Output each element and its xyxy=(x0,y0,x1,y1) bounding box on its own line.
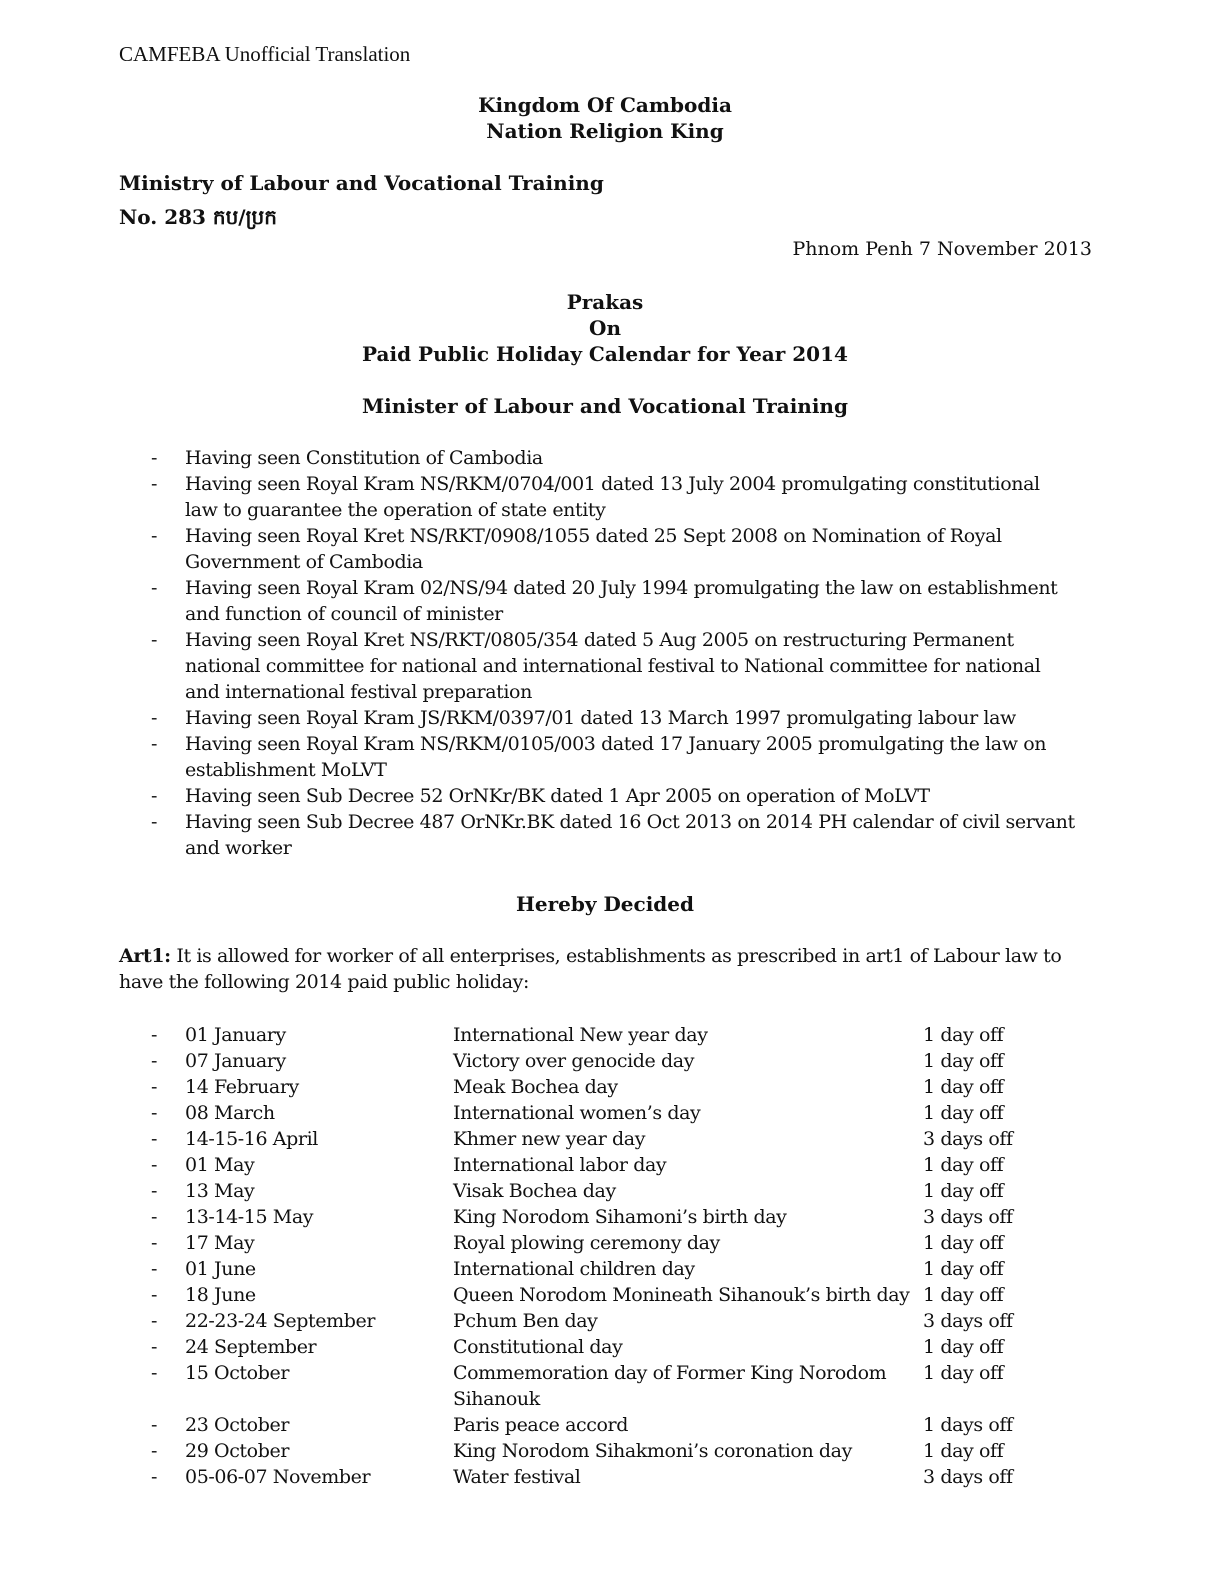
holiday-bullet: - xyxy=(151,1024,158,1046)
holiday-bullet: - xyxy=(151,1206,158,1228)
holiday-days-off: 1 day off xyxy=(923,1440,1004,1462)
holiday-date: 22-23-24 September xyxy=(185,1310,376,1332)
holiday-name: International labor day xyxy=(453,1154,667,1176)
consideration-bullet: - xyxy=(151,733,158,755)
prakas-on: On xyxy=(589,316,621,340)
holiday-days-off: 1 day off xyxy=(923,1258,1004,1280)
holiday-days-off: 1 day off xyxy=(923,1050,1004,1072)
consideration-bullet: - xyxy=(151,577,158,599)
consideration-bullet: - xyxy=(151,707,158,729)
holiday-bullet: - xyxy=(151,1076,158,1098)
holiday-name: International women’s day xyxy=(453,1102,701,1124)
article-1-text xyxy=(119,945,1061,967)
holiday-name: King Norodom Sihakmoni’s coronation day xyxy=(453,1440,852,1462)
holiday-date: 29 October xyxy=(185,1440,289,1462)
holiday-date: 01 January xyxy=(185,1024,286,1046)
holiday-date: 01 May xyxy=(185,1154,255,1176)
holiday-bullet: - xyxy=(151,1128,158,1150)
consideration-item: and function of council of minister xyxy=(185,603,503,625)
holiday-days-off: 1 day off xyxy=(923,1102,1004,1124)
holiday-date: 13 May xyxy=(185,1180,255,1202)
article-1-text-line-2: have the following 2014 paid public holiday: xyxy=(119,971,529,993)
holiday-bullet: - xyxy=(151,1232,158,1254)
holiday-days-off: 3 days off xyxy=(923,1206,1013,1228)
ministry-name: Ministry of Labour and Vocational Training xyxy=(119,171,604,195)
consideration-bullet: - xyxy=(151,525,158,547)
holiday-name: Pchum Ben day xyxy=(453,1310,598,1332)
holiday-bullet: - xyxy=(151,1180,158,1202)
holiday-days-off: 3 days off xyxy=(923,1466,1013,1488)
holiday-days-off: 1 day off xyxy=(923,1180,1004,1202)
holiday-name: Commemoration day of Former King Norodom xyxy=(453,1362,887,1384)
holiday-days-off: 3 days off xyxy=(923,1128,1013,1150)
header-note: CAMFEBA Unofficial Translation xyxy=(119,42,411,66)
article-1-label: Art1: xyxy=(119,945,171,967)
holiday-days-off: 3 days off xyxy=(923,1310,1013,1332)
holiday-date: 08 March xyxy=(185,1102,275,1124)
consideration-item: Having seen Sub Decree 487 OrNKr.BK dated 16 Oct 2013 on 2014 PH calendar of civil servant xyxy=(185,811,1075,833)
holiday-name: Khmer new year day xyxy=(453,1128,646,1150)
consideration-item: Having seen Royal Kram 02/NS/94 dated 20 July 1994 promulgating the law on establishment xyxy=(185,577,1058,599)
consideration-item: Having seen Constitution of Cambodia xyxy=(185,447,543,469)
consideration-item: Having seen Royal Kram NS/RKM/0105/003 dated 17 January 2005 promulgating the law on xyxy=(185,733,1047,755)
nation-motto: Nation Religion King xyxy=(486,119,724,143)
holiday-date: 14 February xyxy=(185,1076,299,1098)
holiday-name: Queen Norodom Monineath Sihanouk’s birth day xyxy=(453,1284,910,1306)
holiday-date: 17 May xyxy=(185,1232,255,1254)
holiday-name: Water festival xyxy=(453,1466,581,1488)
holiday-days-off: 1 day off xyxy=(923,1284,1004,1306)
kingdom-title: Kingdom Of Cambodia xyxy=(478,93,732,117)
article-1-text-line-1: It is allowed for worker of all enterprises, establishments as prescribed in art1 of Labour law to xyxy=(170,945,1062,967)
holiday-date: 23 October xyxy=(185,1414,289,1436)
consideration-item: law to guarantee the operation of state entity xyxy=(185,499,606,521)
holiday-date: 07 January xyxy=(185,1050,286,1072)
holiday-date: 05-06-07 November xyxy=(185,1466,371,1488)
consideration-bullet: - xyxy=(151,785,158,807)
document-number: No. 283 កប/ប្រក xyxy=(119,205,277,229)
consideration-bullet: - xyxy=(151,473,158,495)
holiday-date: 18 June xyxy=(185,1284,256,1306)
consideration-item: Having seen Sub Decree 52 OrNKr/BK dated 1 Apr 2005 on operation of MoLVT xyxy=(185,785,930,807)
holiday-days-off: 1 day off xyxy=(923,1232,1004,1254)
consideration-item: national committee for national and international festival to National committee for national xyxy=(185,655,1041,677)
document-date: Phnom Penh 7 November 2013 xyxy=(792,238,1092,260)
holiday-bullet: - xyxy=(151,1440,158,1462)
decided-heading: Hereby Decided xyxy=(516,892,694,916)
holiday-bullet: - xyxy=(151,1258,158,1280)
consideration-bullet: - xyxy=(151,629,158,651)
holiday-days-off: 1 day off xyxy=(923,1336,1004,1358)
consideration-item: Having seen Royal Kret NS/RKT/0908/1055 dated 25 Sept 2008 on Nomination of Royal xyxy=(185,525,1002,547)
holiday-bullet: - xyxy=(151,1362,158,1384)
holiday-name: Paris peace accord xyxy=(453,1414,628,1436)
holiday-name: Royal plowing ceremony day xyxy=(453,1232,720,1254)
consideration-item: and international festival preparation xyxy=(185,681,532,703)
holiday-bullet: - xyxy=(151,1154,158,1176)
holiday-name: King Norodom Sihamoni’s birth day xyxy=(453,1206,787,1228)
holiday-date: 01 June xyxy=(185,1258,256,1280)
holiday-bullet: - xyxy=(151,1284,158,1306)
prakas-subject: Paid Public Holiday Calendar for Year 2014 xyxy=(362,342,848,366)
holiday-bullet: - xyxy=(151,1336,158,1358)
consideration-item: and worker xyxy=(185,837,292,859)
holiday-bullet: - xyxy=(151,1466,158,1488)
holiday-days-off: 1 day off xyxy=(923,1076,1004,1098)
holiday-name: Visak Bochea day xyxy=(453,1180,616,1202)
consideration-item: Having seen Royal Kret NS/RKT/0805/354 dated 5 Aug 2005 on restructuring Permanent xyxy=(185,629,1014,651)
consideration-item: establishment MoLVT xyxy=(185,759,387,781)
holiday-days-off: 1 days off xyxy=(923,1414,1013,1436)
holiday-bullet: - xyxy=(151,1050,158,1072)
holiday-name: International children day xyxy=(453,1258,695,1280)
consideration-item: Government of Cambodia xyxy=(185,551,423,573)
holiday-bullet: - xyxy=(151,1102,158,1124)
holiday-days-off: 1 day off xyxy=(923,1024,1004,1046)
consideration-item: Having seen Royal Kram NS/RKM/0704/001 dated 13 July 2004 promulgating constitutional xyxy=(185,473,1040,495)
holiday-days-off: 1 day off xyxy=(923,1154,1004,1176)
consideration-item: Having seen Royal Kram JS/RKM/0397/01 dated 13 March 1997 promulgating labour law xyxy=(185,707,1016,729)
holiday-name: Victory over genocide day xyxy=(453,1050,695,1072)
holiday-date: 13-14-15 May xyxy=(185,1206,314,1228)
holiday-date: 14-15-16 April xyxy=(185,1128,318,1150)
holiday-date: 24 September xyxy=(185,1336,317,1358)
holiday-bullet: - xyxy=(151,1414,158,1436)
holiday-name: Sihanouk xyxy=(453,1388,540,1410)
holiday-days-off: 1 day off xyxy=(923,1362,1004,1384)
holiday-name: Meak Bochea day xyxy=(453,1076,618,1098)
prakas-title: Prakas xyxy=(566,290,644,314)
holiday-name: Constitutional day xyxy=(453,1336,623,1358)
consideration-bullet: - xyxy=(151,811,158,833)
consideration-bullet: - xyxy=(151,447,158,469)
holiday-date: 15 October xyxy=(185,1362,289,1384)
holiday-bullet: - xyxy=(151,1310,158,1332)
minister-title: Minister of Labour and Vocational Training xyxy=(362,394,848,418)
holiday-name: International New year day xyxy=(453,1024,708,1046)
